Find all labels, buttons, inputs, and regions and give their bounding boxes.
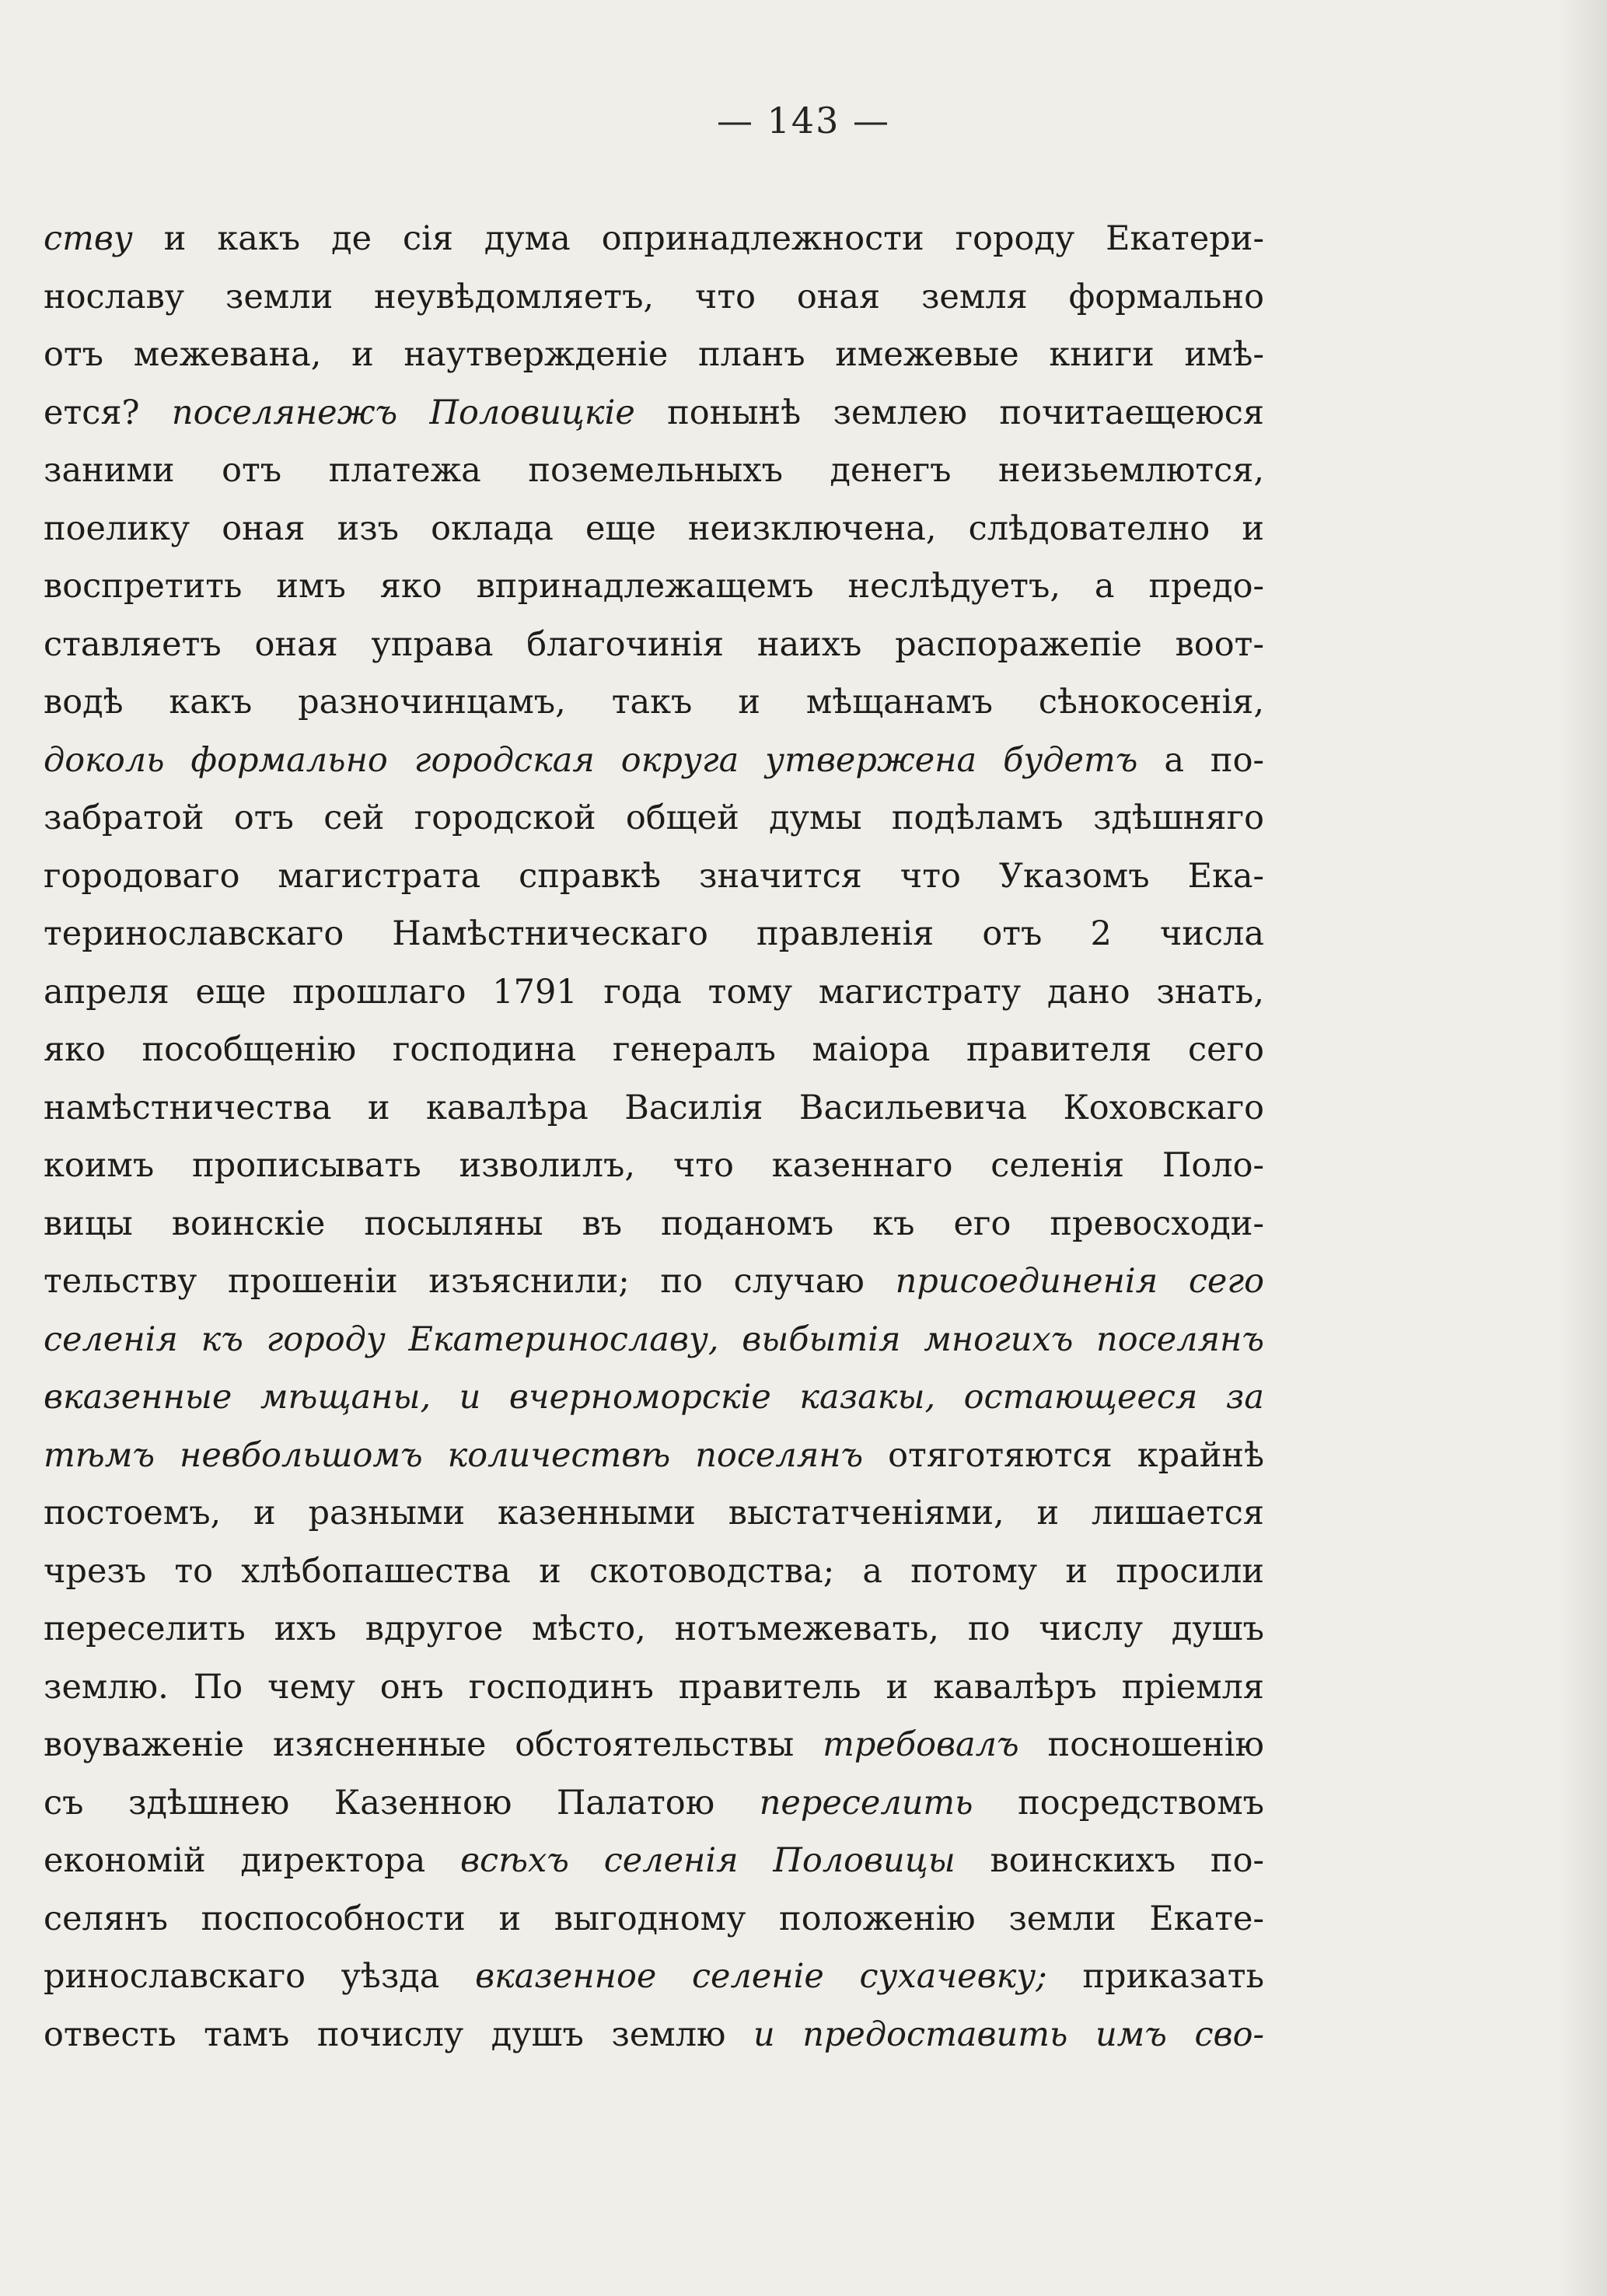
text-segment: намѣстничества и кавалѣра Василія Васильевича Коховскаго (44, 1088, 1264, 1127)
text-segment: воинскихъ по- (955, 1841, 1265, 1880)
text-segment: теринославскаго Намѣстническаго правленія отъ 2 числа (44, 914, 1264, 953)
text-line (44, 500, 1264, 558)
text-line (44, 1137, 1264, 1195)
text-segment: коимъ прописывать изволилъ, что казеннаго селенія Поло- (44, 1146, 1264, 1185)
text-segment: посредствомъ (973, 1783, 1264, 1822)
text-line (44, 210, 1264, 268)
text-line (44, 384, 1264, 442)
text-segment: водѣ какъ разночинцамъ, такъ и мѣщанамъ сѣнокосенія, (44, 683, 1264, 722)
text-segment: ется? (44, 393, 172, 432)
text-line (44, 1832, 1264, 1890)
italic-text-segment: селенія къ городу Екатеринославу, выбытія многихъ поселянъ (44, 1319, 1264, 1359)
text-line (44, 1021, 1264, 1079)
text-line (44, 1774, 1264, 1833)
italic-text-segment: доколь формально городская округа утвержена будетъ (44, 740, 1138, 780)
text-segment: яко пособщенію господина генералъ маіора правителя сего (44, 1030, 1264, 1069)
text-line (44, 1253, 1264, 1311)
text-segment: отъ межевана, и наутвержденіе планъ имежевые книги имѣ- (44, 335, 1264, 374)
text-line (44, 847, 1264, 906)
text-line (44, 1890, 1264, 1948)
text-segment: вицы воинскіе посыляны въ поданомъ къ его превосходи- (44, 1204, 1264, 1243)
text-line (44, 963, 1264, 1022)
text-segment: забратой отъ сей городской общей думы подѣламъ здѣшняго (44, 799, 1264, 837)
text-line (44, 268, 1264, 327)
italic-text-segment: ству (44, 219, 133, 258)
italic-text-segment: и предоставить имъ сво- (753, 2015, 1264, 2054)
text-segment: чрезъ то хлѣбопашества и скотоводства; а потому и просили (44, 1551, 1264, 1591)
text-line (44, 732, 1264, 790)
text-line (44, 1716, 1264, 1774)
italic-text-segment: тѣмъ невбольшомъ количествѣ поселянъ (44, 1435, 864, 1475)
page-edge-shadow (1560, 0, 1607, 2296)
text-line (44, 1195, 1264, 1253)
text-line (44, 789, 1264, 847)
text-line (44, 673, 1264, 732)
text-segment: городоваго магистрата справкѣ значится что Указомъ Ека- (44, 856, 1264, 896)
text-segment: отвесть тамъ почислу душъ землю (44, 2015, 753, 2054)
italic-text-segment: требовалъ (823, 1725, 1019, 1764)
text-line (44, 1543, 1264, 1601)
text-segment: заними отъ платежа поземельныхъ денегъ неизьемлются, (44, 451, 1264, 490)
text-segment: переселить ихъ вдругое мѣсто, нотъмежевать, по числу душъ (44, 1609, 1264, 1648)
italic-text-segment: вказенные мѣщаны, и вчерноморскіе казакы, остающееся за (44, 1378, 1264, 1417)
text-segment: понынѣ землею почитаещеюся (634, 393, 1264, 432)
text-segment: и какъ де сія дума опринадлежности городу Екатери- (132, 219, 1264, 258)
text-line (44, 1600, 1264, 1658)
text-segment: съ здѣшнею Казенною Палатою (44, 1783, 760, 1822)
text-segment: а по- (1137, 740, 1264, 780)
text-line (44, 616, 1264, 674)
text-line (44, 1311, 1264, 1369)
text-line (44, 557, 1264, 616)
text-segment: економій директора (44, 1841, 460, 1880)
italic-text-segment: вказенное селеніе сухачевку; (475, 1957, 1047, 1996)
text-line (44, 1948, 1264, 2006)
text-line (44, 1079, 1264, 1138)
text-segment: селянъ поспособности и выгодному положенію земли Екате- (44, 1899, 1264, 1938)
text-segment: поелику оная изъ оклада еще неизключена, слѣдователно и (44, 508, 1264, 548)
italic-text-segment: всѣхъ селенія Половицы (459, 1841, 955, 1880)
italic-text-segment: поселянежъ Половицкіе (171, 393, 635, 432)
text-segment: отяготяются крайнѣ (863, 1435, 1264, 1475)
text-segment: постоемъ, и разными казенными выстатченіями, и лишается (44, 1494, 1264, 1532)
text-line (44, 442, 1264, 500)
text-segment: тельству прошеніи изъяснили; по случаю (44, 1262, 896, 1301)
text-segment: приказать (1046, 1957, 1265, 1996)
text-segment: апреля еще прошлаго 1791 года тому магистрату дано знать, (44, 972, 1264, 1012)
text-line (44, 1484, 1264, 1543)
text-line (44, 1658, 1264, 1717)
text-segment: посношенію (1018, 1725, 1264, 1764)
italic-text-segment: переселить (759, 1783, 973, 1822)
text-segment: ставляетъ оная управа благочинія наихъ распоражепіе воот- (44, 624, 1264, 664)
text-segment: воспретить имъ яко впринадлежащемъ неслѣдуетъ, а предо- (44, 567, 1264, 606)
text-segment: землю. По чему онъ господинъ правитель и кавалѣръ пріемля (44, 1667, 1264, 1707)
text-line (44, 2006, 1264, 2064)
text-line (44, 905, 1264, 963)
text-line (44, 1427, 1264, 1485)
text-segment: нославу земли неувѣдомляетъ, что оная земля формально (44, 277, 1264, 316)
text-line (44, 1368, 1264, 1427)
text-segment: воуваженіе изясненные обстоятельствы (44, 1725, 823, 1764)
text-line (44, 326, 1264, 384)
italic-text-segment: присоединенія сего (895, 1262, 1264, 1301)
text-segment: ринославскаго уѣзда (44, 1957, 476, 1996)
page-number: — 143 — (716, 100, 891, 142)
text-body (44, 210, 1264, 2064)
